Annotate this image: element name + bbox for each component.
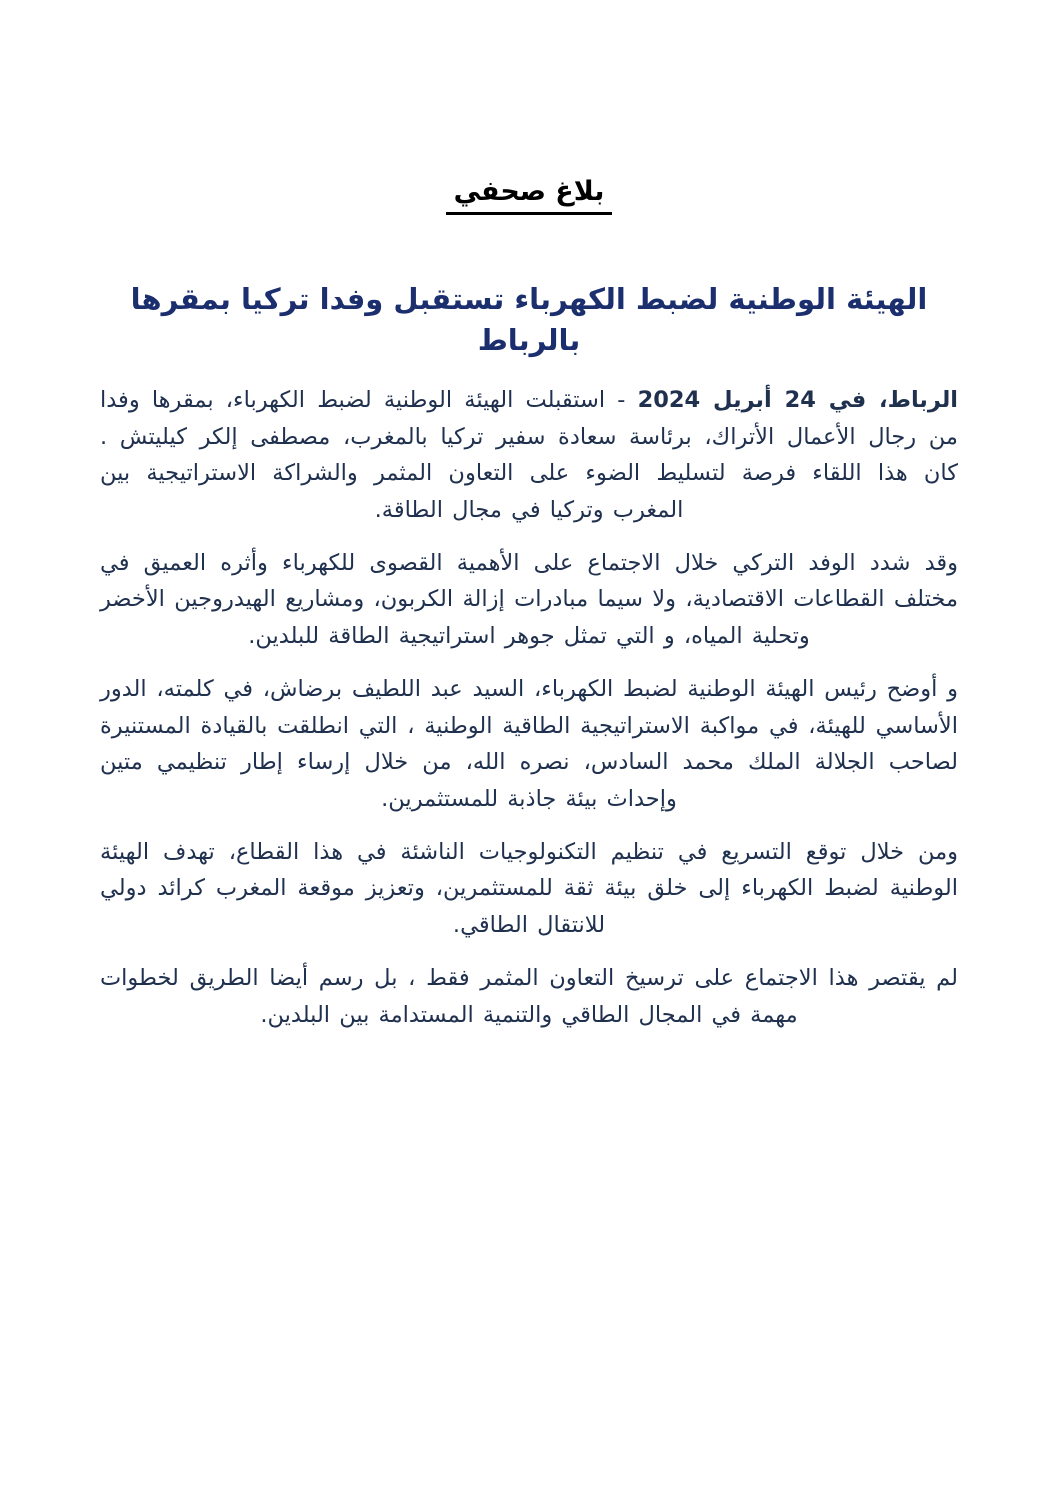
paragraph-regulation-goals: ومن خلال توقع التسريع في تنظيم التكنولوجيات الناشئة في هذا القطاع، تهدف الهيئة الوطنية لضبط الكهرباء إلى خلق بيئة ثقة للمستثمرين، وتعزيز موقعة المغرب كرائد دولي للانتقال الطاقي. <box>100 839 958 938</box>
paragraph-intro-text: استقبلت الهيئة الوطنية لضبط الكهرباء، بمقرها وفدا من رجال الأعمال الأتراك، برئاسة سعادة سفير تركيا بالمغرب، مصطفى إلكر كيليتش . كان هذا اللقاء فرصة لتسليط الضوء على التعاون المثمر والشراكة الاستراتيجية بين المغرب وتركيا في مجال الطاقة. <box>100 387 958 523</box>
paragraph-delegation: وقد شدد الوفد التركي خلال الاجتماع على الأهمية القصوى للكهرباء وأثره العميق في مختلف القطاعات الاقتصادية، ولا سيما مبادرات إزالة الكربون، ومشاريع الهيدروجين الأخضر وتحلية المياه، و التي تمثل جوهر استراتيجية الطاقة للبلدين. <box>100 549 958 649</box>
dateline: الرباط، في 24 أبريل 2024 <box>637 387 958 414</box>
document-type-heading <box>100 176 958 215</box>
dateline-separator: - <box>605 387 638 414</box>
document-type-label: بلاغ صحفي <box>446 176 613 215</box>
paragraph-president-remarks: و أوضح رئيس الهيئة الوطنية لضبط الكهرباء، السيد عبد اللطيف برضاش، في كلمته، الدور الأساسي للهيئة، في مواكبة الاستراتيجية الطاقية الوطنية ، التي انطلقت بالقيادة المستنيرة لصاحب الجلالة الملك محمد السادس، نصره الله، من خلال إرساء إطار تنظيمي متين وإحداث بيئة جاذبة للمستثمرين. <box>100 676 958 812</box>
paragraph-intro <box>100 382 958 528</box>
paragraph-conclusion: لم يقتصر هذا الاجتماع على ترسيخ التعاون المثمر فقط ، بل رسم أيضا الطريق لخطوات مهمة في المجال الطاقي والتنمية المستدامة بين البلدين. <box>100 965 958 1028</box>
press-release-body <box>100 382 958 1033</box>
press-release-headline: الهيئة الوطنية لضبط الكهرباء تستقبل وفدا تركيا بمقرها بالرباط <box>130 282 928 357</box>
